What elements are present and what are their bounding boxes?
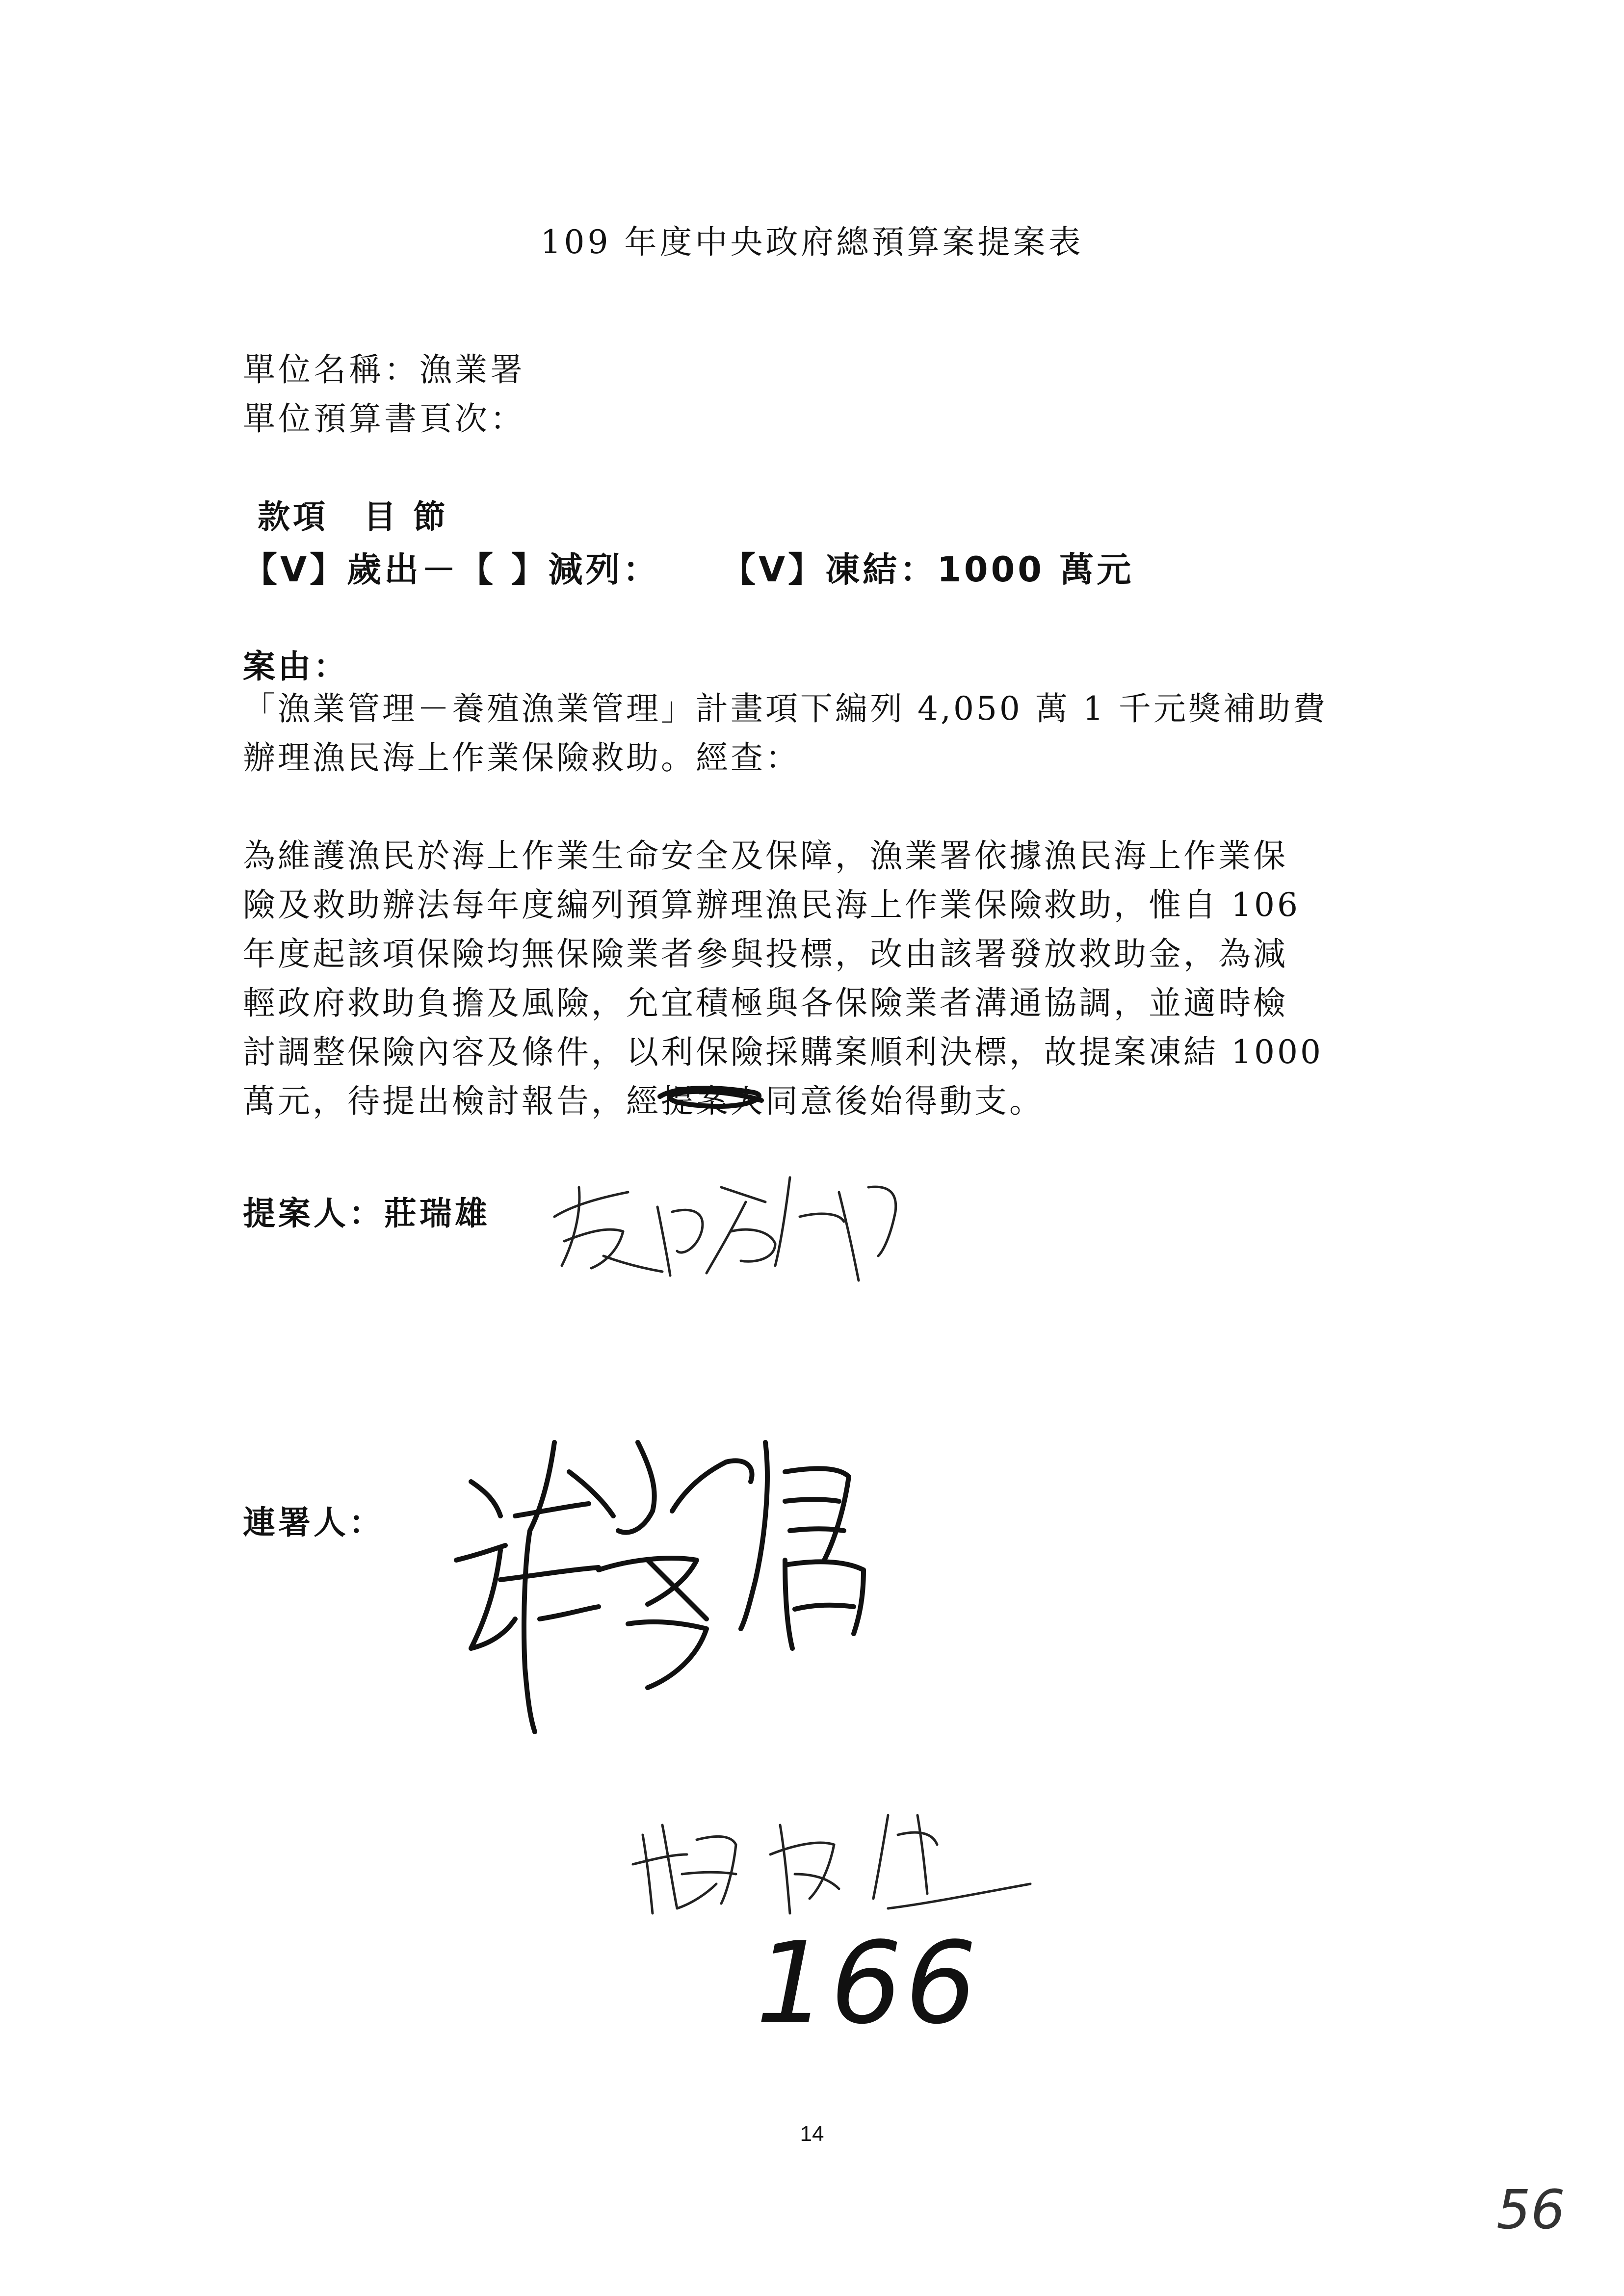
reason-last-before: 萬元，待提出檢討報告，經: [243, 1082, 661, 1120]
reason-body: [243, 832, 1411, 1126]
reason-body-line: 年度起該項保險均無保險業者參與投標，改由該署發放救助金，為減: [243, 935, 1288, 973]
struck-text: [661, 1077, 765, 1126]
reason-last-after: 同意後始得動支。: [765, 1082, 1044, 1120]
reason-intro-line: 辦理漁民海上作業保險救助。經查：: [243, 739, 800, 777]
reason-heading: 案由：: [243, 648, 349, 685]
reason-body-line: 討調整保險內容及條件，以利保險採購案順利決標，故提案凍結 1000: [243, 1033, 1323, 1071]
cosigner-signature-2: [623, 1786, 1045, 1933]
cosigner-label: 連署人：: [243, 1504, 384, 1541]
proposer-label: 提案人：莊瑞雄: [243, 1195, 490, 1232]
unit-name: 單位名稱：漁業署: [243, 351, 525, 389]
proposer-signature: [545, 1158, 917, 1290]
reason-body-line: 為維護漁民於海上作業生命安全及保障，漁業署依據漁民海上作業保: [243, 837, 1288, 875]
page-number: 14: [800, 2122, 824, 2146]
strike-scribble-icon: [656, 1082, 769, 1116]
struck-word: 提案人: [661, 1082, 765, 1120]
expenditure-option: 【V】歲出－【 】減列：: [243, 549, 660, 590]
reason-intro: [243, 684, 1411, 783]
reason-body-line: [243, 1077, 1411, 1126]
reason-body-line: 輕政府救助負擔及風險，允宜積極與各保險業者溝通協調，並適時檢: [243, 984, 1288, 1022]
handwritten-number: 166: [756, 1918, 980, 2049]
reason-body-line: 險及救助辦法每年度編列預算辦理漁民海上作業保險救助，惟自 106: [243, 886, 1300, 924]
freeze-option: 【V】凍結：1000 萬元: [721, 549, 1134, 590]
reason-intro-line: 「漁業管理－養殖漁業管理」計畫項下編列 4,050 萬 1 千元獎補助費: [243, 690, 1328, 728]
section-label: 款項 目 節: [258, 498, 448, 536]
corner-number: 56: [1496, 2178, 1565, 2241]
cosigner-signature-1: [442, 1413, 962, 1756]
budget-page: 單位預算書頁次：: [243, 400, 525, 438]
document-title: 109 年度中央政府總預算案提案表: [540, 223, 1084, 261]
